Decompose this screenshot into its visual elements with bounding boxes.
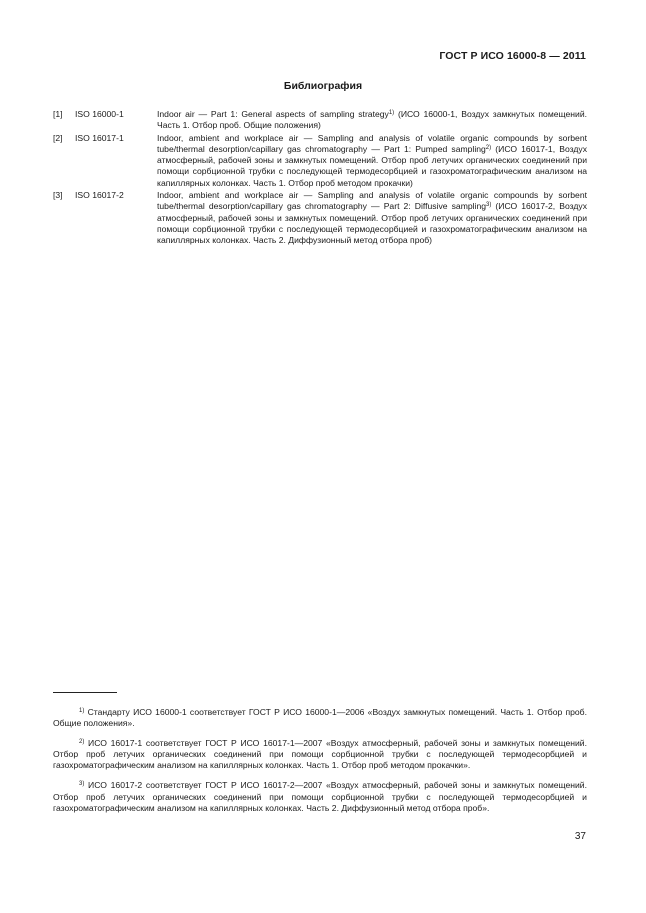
entry-title: Indoor, ambient and workplace air — Sampling and analysis of volatile organic compounds by sorbent tube/thermal desorption/capillary gas chromatography — Part 2: Diffusive sampling: [157, 190, 587, 212]
footnote: [53, 780, 587, 814]
entry-translation: (ИСО 16017-1, Воздух атмосферный, рабочей зоны и замкнутых помещений. Отбор проб летучих органических соединений при помощи сорбционной трубки с последующей термодесорбцией и газохроматографическим анализом на капиллярных колонках. Часть 1. Отбор проб методом прокачки): [157, 143, 587, 188]
bibliography-title: Библиография: [283, 80, 363, 92]
footnote-ref: 1): [388, 110, 395, 116]
entry-title: Indoor, ambient and workplace air — Sampling and analysis of volatile organic compounds by sorbent tube/thermal desorption/capillary gas chromatography — Part 1: Pumped sampling: [157, 132, 587, 154]
footnote-mark: 3): [79, 781, 85, 788]
page-number: 37: [574, 831, 586, 842]
entry-number: [1]: [53, 109, 63, 119]
entry-number: [3]: [53, 190, 63, 201]
entry-title: Indoor air — Part 1: General aspects of sampling strategy: [157, 109, 389, 119]
footnote-ref: 2): [485, 144, 492, 151]
footnote-text: ИСО 16017-1 соответствует ГОСТ Р ИСО 16017-1—2007 «Воздух атмосферный, рабочей зоны и замкнутых помещений. Отбор проб летучих органических соединений при помощи сорбционной трубки с последующей термодесорбцией и газохроматографическим анализом на капиллярных колонках. Часть 1. Отбор проб методом прокачки».: [53, 737, 587, 771]
document-code-header: ГОСТ Р ИСО 16000-8 — 2011: [439, 50, 586, 62]
footnote-ref: 3): [486, 202, 492, 209]
footnote: [53, 707, 587, 730]
entry-standard-code: ISO 16017-2: [75, 190, 124, 201]
entry-standard-code: ISO 16000-1: [75, 109, 124, 119]
footnote-mark: 1): [79, 707, 85, 714]
bibliography-entry: [53, 133, 587, 189]
entry-number: [2]: [53, 132, 63, 143]
footnote-text: Стандарту ИСО 16000-1 соответствует ГОСТ Р ИСО 16000-1—2006 «Воздух замкнутых помещений. Часть 1. Отбор проб. Общие положения».: [53, 706, 587, 728]
entry-standard-code: ISO 16017-1: [75, 132, 124, 143]
bibliography-list: [53, 109, 587, 248]
bibliography-entry: [53, 190, 587, 246]
footnote: [53, 738, 587, 772]
footnotes: [53, 698, 587, 814]
footnote-divider: [53, 692, 117, 693]
entry-text: [157, 109, 587, 132]
entry-text: [157, 190, 587, 246]
entry-text: [157, 133, 587, 189]
bibliography-entry: [53, 109, 587, 132]
footnote-mark: 2): [79, 738, 85, 745]
entry-translation: (ИСО 16017-2, Воздух атмосферный, рабочей зоны и замкнутых помещений. Отбор проб летучих органических соединений при помощи сорбционной трубки с последующей термодесорбцией и газохроматографическим анализом на капиллярных колонках. Часть 2. Диффузионный метод отбора проб): [157, 201, 587, 246]
footnote-text: ИСО 16017-2 соответствует ГОСТ Р ИСО 16017-2—2007 «Воздух атмосферный, рабочей зоны и замкнутых помещений. Отбор проб летучих органических соединений при помощи сорбционной трубки с последующей термодесорбцией и газохроматографическим анализом на капиллярных колонках. Часть 2. Диффузионный метод отбора проб».: [53, 780, 587, 813]
entry-translation: (ИСО 16000-1, Воздух замкнутых помещений. Часть 1. Отбор проб. Общие положения): [157, 109, 588, 131]
